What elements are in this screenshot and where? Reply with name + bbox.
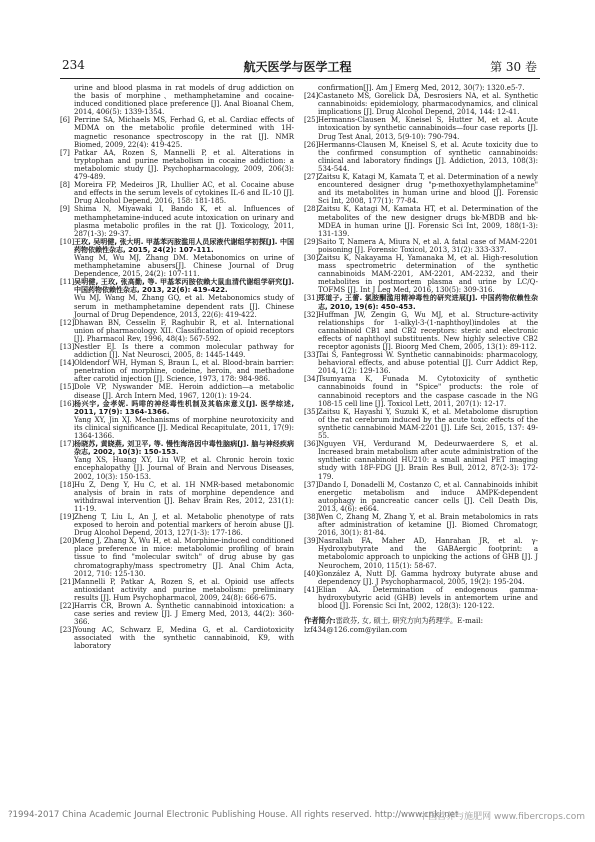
reference-text: Yang XS, Huang XY, Liu WP, et al. Chronic heroin toxic encephalopathy [J]. Journal of Brain and Nervous Diseases, 2002, 10(3): 150-153. bbox=[74, 456, 294, 481]
reference-text: Wen C, Zhang M, Zhang Y, et al. Brain metabolomics in rats after administration of ketamine [J]. Biomed Chromatogr, 2016, 30(1): 81-84. bbox=[318, 512, 538, 538]
reference-number: [11] bbox=[60, 278, 75, 287]
reference-number: [27] bbox=[304, 173, 319, 182]
reference-number: [18] bbox=[60, 480, 75, 489]
reference-item bbox=[304, 513, 538, 537]
reference-number: [13] bbox=[60, 343, 75, 351]
reference-item bbox=[60, 602, 294, 626]
reference-item bbox=[60, 537, 294, 577]
reference-number: [28] bbox=[304, 205, 319, 214]
reference-item bbox=[60, 416, 294, 440]
reference-text: Harris CR, Brown A. Synthetic cannabinoid intoxication: a case series and review [J]. J Emerg Med, 2013, 44(2): 360-366. bbox=[74, 602, 294, 627]
reference-text: Nasrallah FA, Maher AD, Hanrahan JR, et al. γ-Hydroxybutyrate and the GABAergic footprint: a metabolomic approach to unpicking the actions of GHB [J]. J Neurochem, 2010, 115(1): 58-67. bbox=[318, 537, 538, 570]
reference-text: Huffman JW, Zengin G, Wu MJ, et al. Structure-activity relationships for 1-alkyl-3-(1-naphthoyl)indoles at the cannabinoid CB1 and CB2 receptors: steric and electronic effects of naphthoyl substituents. New highly selective CB2 receptor agonists [J]. Bioorg Med Chem, 2005, 13(1): 89-112. bbox=[318, 310, 538, 351]
reference-item bbox=[304, 92, 538, 116]
reference-text: Patkar AA, Rozen S, Mannelli P, et al. Alterations in tryptophan and purine metabolism in cocaine addiction: a metabolomic study [J]. Psychopharmacology, 2009, 206(3): 479-489. bbox=[74, 148, 294, 182]
page-footer bbox=[8, 810, 595, 820]
reference-text: Saito T, Namera A, Miura N, et al. A fatal case of MAM-2201 poisoning [J]. Forensic Toxicol, 2013, 31(2): 333-337. bbox=[318, 237, 538, 254]
author-note bbox=[304, 616, 538, 634]
reference-number: [12] bbox=[60, 318, 75, 327]
reference-text: 杨晓苏, 黄晓燕, 刘卫平, 等. 慢性海洛因中毒性脑病[J]. 脑与神经疾病杂志, 2002, 10(3): 150-153. bbox=[74, 440, 294, 457]
reference-item bbox=[60, 319, 294, 343]
reference-item bbox=[304, 173, 538, 205]
reference-text: 王玫, 吴明健, 张大明. 甲基苯丙胺滥用人员尿液代谢组学初探[J]. 中国药物依赖性杂志, 2015, 24(2): 107-111. bbox=[74, 237, 294, 254]
reference-text: Young AC, Schwarz E, Medina G, et al. Cardiotoxicity associated with the synthetic cannabinoid, K9, with laboratory bbox=[74, 626, 294, 651]
copyright-line: ?1994-2017 China Academic Journal Electronic Publishing House. All rights reserved. http://www.cnki.net bbox=[8, 810, 459, 820]
reference-text: Shima N, Miyawaki I, Bando K, et al. Influences of methamphetamine-induced acute intoxication on urinary and plasma metabolic profiles in the rat [J]. Toxicology, 2011, 287(1-3): 29-37. bbox=[74, 205, 294, 238]
reference-text: González A, Nutt DJ. Gamma hydroxy butyrate abuse and dependency [J]. J Psychopharmacol, 2005, 19(2): 195-204. bbox=[318, 569, 538, 586]
reference-item bbox=[60, 343, 294, 359]
reference-item bbox=[304, 440, 538, 480]
reference-text: Dole VP, Nyswander ME. Heroin addiction—a metabolic disease [J]. Arch Intern Med, 1967, 120(1): 19-24. bbox=[74, 383, 294, 400]
reference-number: [8] bbox=[60, 181, 70, 190]
reference-text: Wang M, Wu MJ, Zhang DM. Metabonomics on urine of methamphetamine abusers[J]. Chinese Journal of Drug Dependence, 2015, 24(2): 107-111. bbox=[74, 253, 294, 279]
volume-label: 第 30 卷 bbox=[490, 60, 537, 74]
reference-text: Wu MJ, Wang M, Zhang GQ, et al. Metabonomics study of serum in methamphetamine dependent rats [J]. Chinese Journal of Drug Dependence, 2013, 22(6): 419-422. bbox=[74, 294, 294, 319]
reference-number: [19] bbox=[60, 512, 75, 521]
reference-number: [21] bbox=[60, 577, 75, 586]
reference-item bbox=[304, 408, 538, 440]
reference-text: Meng J, Zhang X, Wu H, et al. Morphine-induced conditioned place preference in mice: metabolomic profiling of brain tissue to find "molecular switch" of drug abuse by gas chromatography/mass spectrometry [J]. Anal Chim Acta, 2012, 710: 125-130. bbox=[74, 537, 294, 578]
reference-item bbox=[60, 513, 294, 537]
reference-number: [31] bbox=[304, 294, 319, 303]
reference-item bbox=[60, 383, 294, 399]
reference-item bbox=[304, 141, 538, 173]
reference-number: [33] bbox=[304, 351, 319, 360]
reference-number: [30] bbox=[304, 253, 319, 262]
reference-item bbox=[60, 359, 294, 383]
reference-text: Dhawan BN, Cesselin F, Raghubir R, et al. International union of pharmacology. XII. Classification of opioid receptors [J]. Pharmacol Rev, 1996, 48(4): 567-592. bbox=[74, 318, 294, 343]
reference-item bbox=[60, 238, 294, 254]
watermark: 中国营养与施肥网 www.fibercrops.com bbox=[419, 812, 585, 822]
reference-item bbox=[304, 481, 538, 513]
reference-item bbox=[304, 375, 538, 407]
reference-text: Hu Z, Deng Y, Hu C, et al. 1H NMR-based metabonomic analysis of brain in rats of morphine dependence and withdrawal intervention [J]. Behav Brain Res, 2012, 231(1): 11-19. bbox=[74, 480, 294, 513]
left-continuation: urine and blood plasma in rat models of drug addiction on the basis of morphine、methamphetamine and cocaine-induced conditioned place preference [J]. Anal Bioanal Chem, 2014, 406(5): 1339-1354. bbox=[74, 84, 294, 117]
reference-item bbox=[60, 149, 294, 181]
reference-number: [41] bbox=[304, 585, 319, 594]
reference-text: Tsumyama K, Funada M. Cytotoxicity of synthetic cannabinoids found in "Spice" products: the role of cannabinoid receptors and the caspase cascade in the NG 108-15 cell line [J]. Toxicol Lett, 2011, 207(1): 12-17. bbox=[318, 375, 538, 408]
reference-text: 杨兴宇, 金孝妮. 吗啡的神经毒性机制及其临床意义[J]. 医学综述, 2011, 17(9): 1364-1366. bbox=[74, 399, 294, 416]
page-header bbox=[0, 58, 595, 78]
reference-number: [35] bbox=[304, 407, 319, 416]
reference-text: Zheng T, Liu L, An J, et al. Metabolic phenotype of rats exposed to heroin and potential markers of heroin abuse [J]. Drug Alcohol Depend, 2013, 127(1-3): 177-186. bbox=[74, 512, 294, 538]
reference-text: Moreira FP, Medeiros JR, Lhullier AC, et al. Cocaine abuse and effects in the serum levels of cytokines IL-6 and IL-10 [J]. Drug Alcohol Depend, 2016, 158: 181-185. bbox=[74, 181, 294, 206]
reference-text: Oldendorf WH, Hyman S, Braun L, et al. Blood-brain barrier: penetration of morphine, codeine, heroin, and methadone after carotid injection [J]. Science, 1973, 178: 984-986. bbox=[74, 359, 294, 384]
reference-text: Castaneto MS, Gorelick DA, Desrosiers NA, et al. Synthetic cannabinoids: epidemiology, pharmacodynamics, and clinical implications [J]. Drug Alcohol Depend, 2014, 144: 12-41. bbox=[318, 92, 538, 117]
reference-number: [37] bbox=[304, 480, 319, 489]
reference-number: [10] bbox=[60, 237, 75, 246]
reference-number: [9] bbox=[60, 205, 70, 214]
reference-item bbox=[304, 116, 538, 140]
reference-text: Hermanns-Clausen M, Kneisel S, et al. Acute toxicity due to the confirmed consumption of synthetic cannabinoids: clinical and laboratory findings [J]. Addiction, 2013, 108(3): 534-544. bbox=[318, 140, 538, 173]
reference-item bbox=[304, 254, 538, 294]
page-number: 234 bbox=[62, 58, 85, 72]
reference-text: Zaitsu K, Katagi M, Kamata HT, et al. Determination of the metabolites of the new designer drugs bk-MBDB and bk-MDEA in human urine [J]. Forensic Sci Int, 2009, 188(1-3): 131-139. bbox=[318, 205, 538, 238]
reference-number: [17] bbox=[60, 440, 75, 449]
reference-item bbox=[60, 294, 294, 318]
reference-item bbox=[60, 626, 294, 650]
reference-item bbox=[60, 181, 294, 205]
reference-item bbox=[60, 456, 294, 480]
reference-text: 吴明健, 王玫, 张高勤, 等. 甲基苯丙胺依赖大鼠血清代谢组学研究[J]. 中国药物依赖性杂志, 2013, 22(6): 419-422. bbox=[74, 278, 294, 295]
reference-text: Nguyen VH, Verdurand M, Dedeurwaerdere S, et al. Increased brain metabolism after acute administration of the synthetic cannabinoid HU210: a small animal PET imaging study with 18F-FDG [J]. Brain Res Bull, 2012, 87(2-3): 172-179. bbox=[318, 440, 538, 481]
left-column bbox=[60, 84, 294, 651]
reference-text: Hermanns-Clausen M, Kneisel S, Hutter M, et al. Acute intoxication by synthetic cannabinoids—four case reports [J]. Drug Test Anal, 2013, 5(9-10): 790-794. bbox=[318, 116, 538, 141]
reference-item bbox=[304, 238, 538, 254]
reference-item bbox=[304, 351, 538, 375]
reference-number: [16] bbox=[60, 399, 75, 408]
reference-number: [7] bbox=[60, 148, 70, 157]
reference-number: [32] bbox=[304, 310, 319, 319]
reference-text: Zaitsu K, Katagi M, Kamata T, et al. Determination of a newly encountered designer drug "p-methoxyethylamphetamine" and its metabolites in human urine and blood [J]. Forensic Sci Int, 2008, 177(1): 77-84. bbox=[318, 173, 538, 206]
reference-item bbox=[60, 254, 294, 278]
reference-number: [6] bbox=[60, 116, 70, 125]
reference-item bbox=[60, 578, 294, 602]
reference-text: Mannelli P, Patkar A, Rozen S, et al. Opioid use affects antioxidant activity and purine metabolism: preliminary results [J]. Hum Psychopharmacol, 2009, 24(8): 666-675. bbox=[74, 577, 294, 602]
reference-item bbox=[304, 570, 538, 586]
reference-number: [24] bbox=[304, 92, 319, 101]
reference-item bbox=[60, 440, 294, 456]
reference-item bbox=[60, 116, 294, 148]
reference-item bbox=[304, 294, 538, 310]
reference-number: [38] bbox=[304, 512, 319, 521]
reference-number: [20] bbox=[60, 537, 75, 546]
reference-item bbox=[304, 205, 538, 237]
reference-text: Tai S, Fantegrossi W. Synthetic cannabinoids: pharmacology, behavioral effects, and abuse potential [J]. Curr Addict Rep, 2014, 1(2): 129-136. bbox=[318, 351, 538, 376]
reference-item bbox=[304, 537, 538, 569]
reference-number: [23] bbox=[60, 626, 75, 635]
author-note-text: 雷政芬, 女, 硕士, 研究方向为药理学。E-mail: lzf434@126.com@yilan.com bbox=[304, 616, 484, 635]
reference-item bbox=[60, 278, 294, 294]
reference-text: Nestler EJ. Is there a common molecular pathway for addiction [J]. Nat Neurosci, 2005, 8: 1445-1449. bbox=[74, 343, 294, 360]
reference-number: [26] bbox=[304, 140, 319, 149]
reference-text: Zaitsu K, Hayashi Y, Suzuki K, et al. Metabolome disruption of the rat cerebrum induced by the acute toxic effects of the synthetic cannabinoid MAM-2201 [J]. Life Sci, 2015, 137: 49-55. bbox=[318, 407, 538, 441]
reference-number: [14] bbox=[60, 359, 75, 368]
reference-text: Elian AA. Determination of endogenous gamma-hydroxybutyric acid (GHB) levels in antemortem urine and blood [J]. Forensic Sci Int, 2002, 128(3): 120-122. bbox=[318, 585, 538, 610]
reference-number: [34] bbox=[304, 375, 319, 384]
reference-text: 郑道子, 王蕾. 氯胺酮滥用精神毒性的研究进展[J]. 中国药物依赖性杂志, 2010, 19(6): 450-453. bbox=[318, 294, 538, 311]
reference-number: [22] bbox=[60, 602, 75, 610]
reference-number: [36] bbox=[304, 440, 319, 449]
reference-item bbox=[60, 400, 294, 416]
reference-item bbox=[304, 586, 538, 610]
right-column bbox=[304, 84, 538, 634]
reference-number: [39] bbox=[304, 537, 319, 546]
reference-item bbox=[60, 481, 294, 513]
reference-text: Zaitsu K, Nakayama H, Yamanaka M, et al. High-resolution mass spectrometric determination of the synthetic cannabinoids MAM-2201, AM-2201, AM-2232, and their metabolites in postmortem plasma and urine by LC/Q-TOFMS [J]. Int J Leg Med, 2016, 130(5): 309-316. bbox=[318, 253, 538, 295]
author-note-label: 作者简介: bbox=[304, 616, 336, 626]
reference-number: [15] bbox=[60, 383, 75, 392]
reference-text: Dando I, Donadelli M, Costanzo C, et al. Cannabinoids inhibit energetic metabolism and induce AMPK-dependent autophagy in pancreatic cancer cells [J]. Cell Death Dis, 2013, 4(6): e664. bbox=[318, 480, 538, 513]
right-continuation: confirmation[J]. Am J Emerg Med, 2012, 30(7): 1320.e5-7. bbox=[318, 84, 525, 92]
journal-title: 航天医学与医学工程 bbox=[243, 60, 352, 74]
reference-item bbox=[304, 311, 538, 351]
reference-number: [25] bbox=[304, 116, 319, 125]
reference-item bbox=[60, 205, 294, 237]
reference-number: [29] bbox=[304, 237, 319, 246]
reference-text: Yang XY, Jin XJ. Mechanisms of morphine neurotoxicity and its clinical significance [J]. Medical Recapitulate, 2011, 17(9): 1364-1366. bbox=[74, 415, 294, 441]
reference-text: Perrine SA, Michaels MS, Ferhad G, et al. Cardiac effects of MDMA on the metabolic profile determined with 1H-magnetic resonance spectroscopy in the rat [J]. NMR Biomed, 2009, 22(4): 419-425. bbox=[74, 116, 294, 149]
header-rule bbox=[60, 78, 540, 79]
reference-number: [40] bbox=[304, 569, 319, 578]
